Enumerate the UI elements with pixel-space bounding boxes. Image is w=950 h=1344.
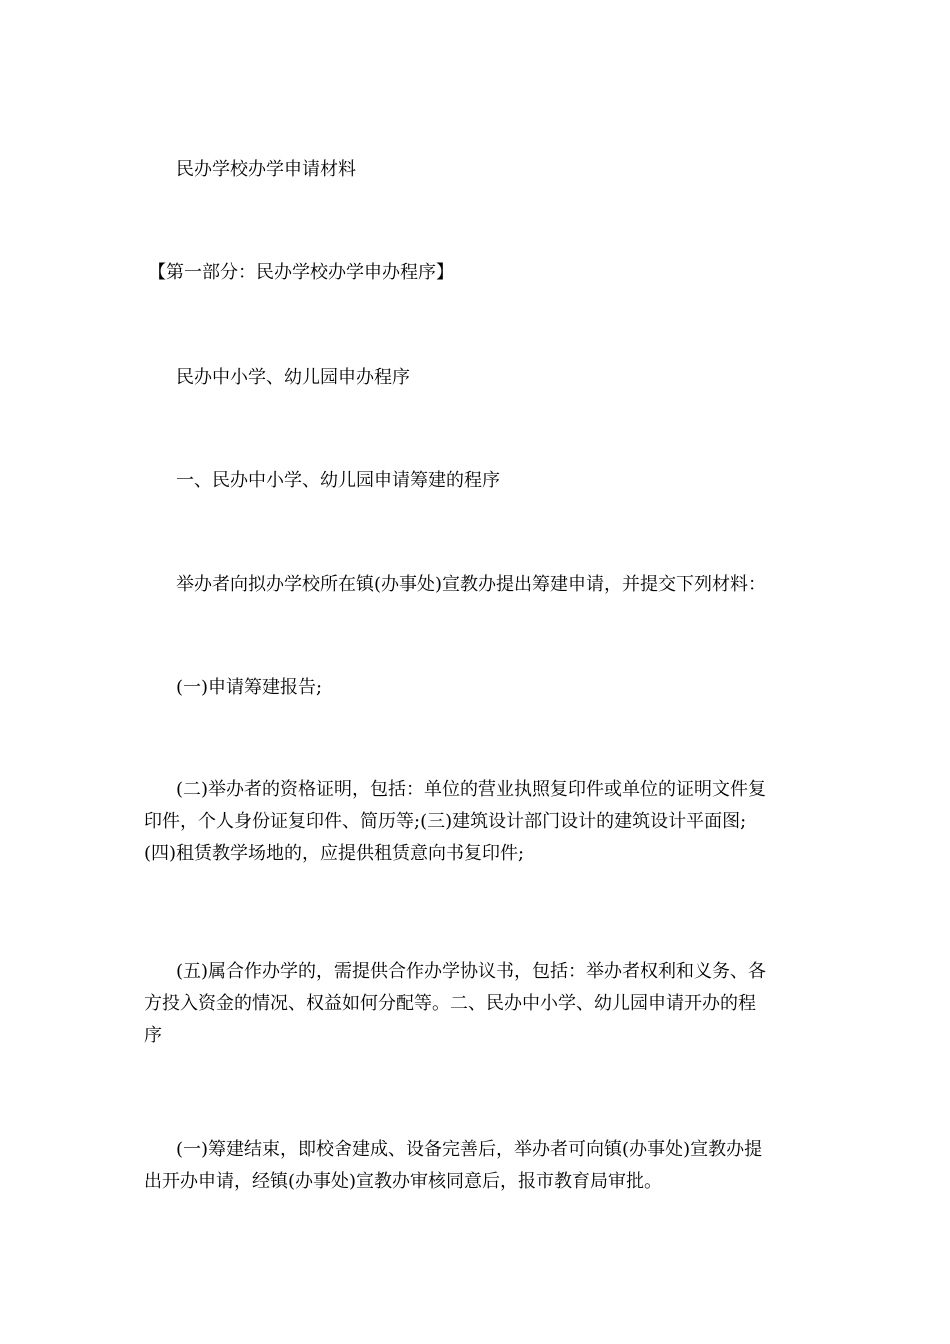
- section-two-item-one-line-2: 出开办申请，经镇(办事处)宣教办审核同意后，报市教育局审批。: [144, 1171, 663, 1192]
- item-one: (一)申请筹建报告;: [176, 677, 323, 698]
- section-two-item-one-line-1: (一)筹建结束，即校舍建成、设备完善后，举办者可向镇(办事处)宣教办提: [176, 1139, 763, 1160]
- subtitle: 民办中小学、幼儿园申办程序: [176, 367, 410, 388]
- item-two-paragraph: [144, 774, 810, 870]
- item-two-line-2: 印件，个人身份证复印件、简历等;(三)建筑设计部门设计的建筑设计平面图;: [144, 811, 747, 832]
- section-two-item-one-paragraph: [144, 1134, 810, 1198]
- section-one-heading: 一、民办中小学、幼儿园申请筹建的程序: [176, 470, 500, 491]
- item-five-line-1: (五)属合作办学的，需提供合作办学协议书，包括：举办者权利和义务、各: [176, 961, 767, 982]
- document-title: 民办学校办学申请材料: [176, 159, 356, 180]
- part-heading: 【第一部分：民办学校办学申办程序】: [148, 262, 454, 283]
- item-five-line-2: 方投入资金的情况、权益如何分配等。二、民办中小学、幼儿园申请开办的程: [144, 993, 756, 1014]
- item-five-paragraph: [144, 956, 810, 1052]
- item-five-line-3: 序: [144, 1025, 162, 1046]
- item-two-line-3: (四)租赁教学场地的，应提供租赁意向书复印件;: [144, 843, 525, 864]
- intro-paragraph: 举办者向拟办学校所在镇(办事处)宣教办提出筹建申请，并提交下列材料：: [176, 574, 767, 595]
- item-two-line-1: (二)举办者的资格证明，包括：单位的营业执照复印件或单位的证明文件复: [176, 779, 767, 800]
